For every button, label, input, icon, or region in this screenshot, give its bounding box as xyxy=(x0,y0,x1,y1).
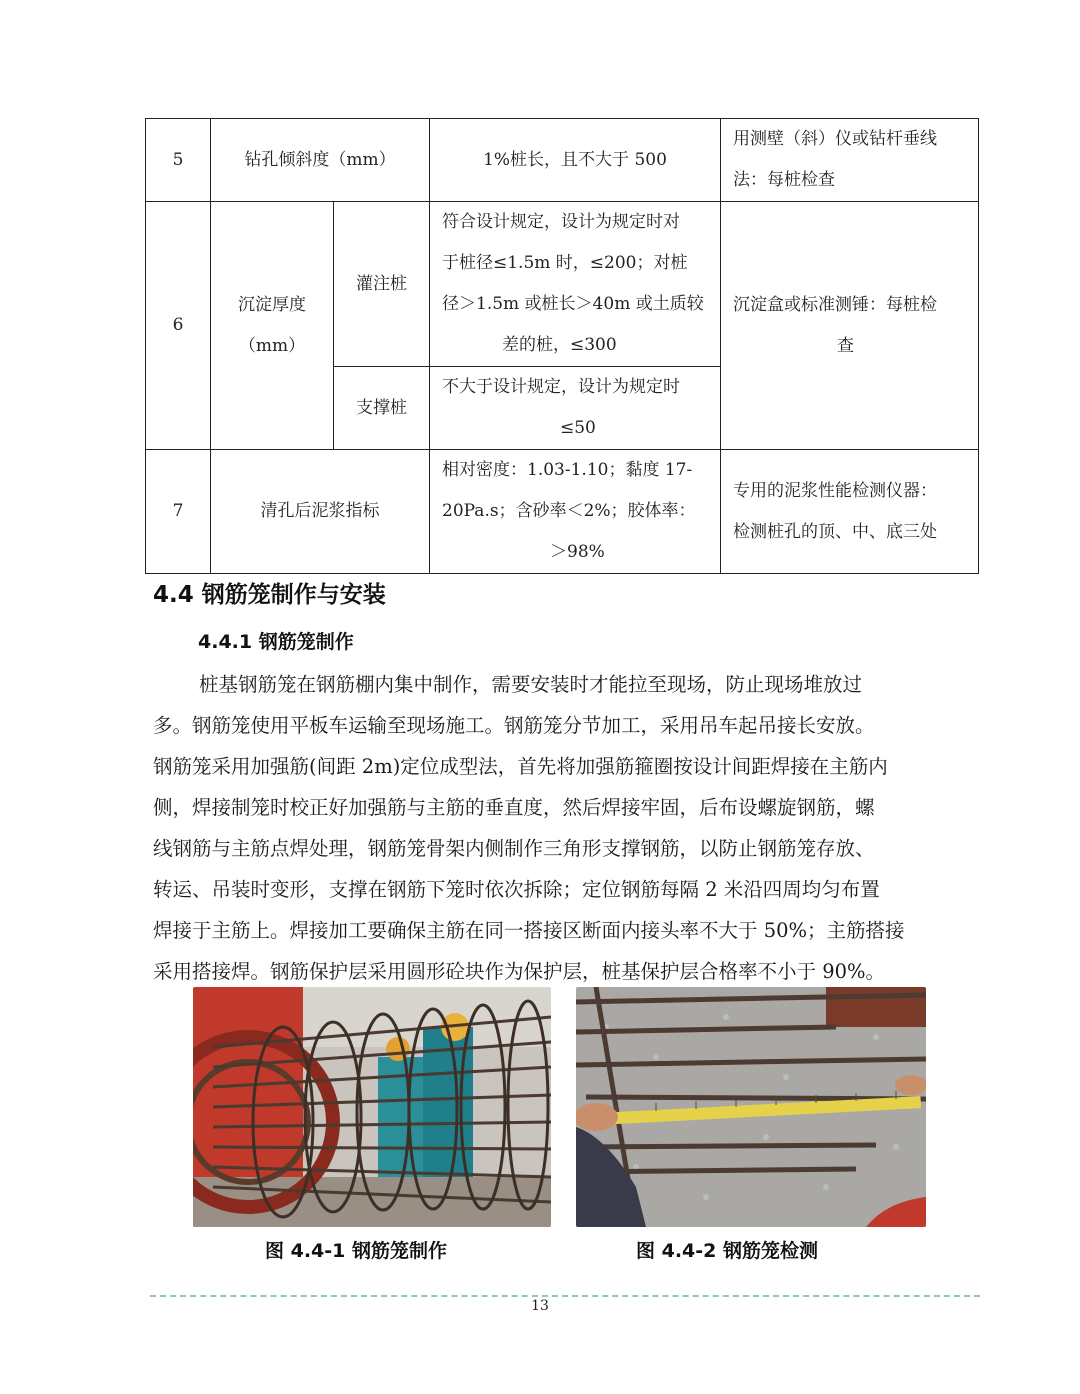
sub-item: 灌注桩 xyxy=(334,202,430,367)
subsection-heading: 4.4.1 钢筋笼制作 xyxy=(198,631,354,653)
table-row xyxy=(146,450,979,574)
paragraph-line: 侧，焊接制笼时校正好加强筋与主筋的垂直度，然后焊接牢固，后布设螺旋钢筋，螺 xyxy=(153,796,875,819)
footer-divider xyxy=(150,1295,980,1297)
check-item: 钻孔倾斜度（mm） xyxy=(211,119,430,202)
check-method: 专用的泥浆性能检测仪器： 检测桩孔的顶、中、底三处 xyxy=(721,450,979,574)
paragraph-line: 多。钢筋笼使用平板车运输至现场施工。钢筋笼分节加工，采用吊车起吊接长安放。 xyxy=(153,714,875,737)
check-method: 用测壁（斜）仪或钻杆垂线 法：每桩检查 xyxy=(721,119,979,202)
check-item: 清孔后泥浆指标 xyxy=(211,450,430,574)
spec-value: 1%桩长，且不大于 500 xyxy=(430,119,721,202)
row-number: 5 xyxy=(146,119,211,202)
spec-value: 符合设计规定，设计为规定时对 于桩径≤1.5m 时，≤200；对桩 径＞1.5m 或桩长＞40m 或土质较 差的桩，≤300 xyxy=(430,202,721,367)
page-number: 13 xyxy=(531,1298,549,1314)
paragraph-line: 钢筋笼采用加强筋(间距 2m)定位成型法，首先将加强筋箍圈按设计间距焊接在主筋内 xyxy=(153,755,888,778)
sub-item: 支撑桩 xyxy=(334,367,430,450)
spec-value: 不大于设计规定，设计为规定时 ≤50 xyxy=(430,367,721,450)
figure-caption: 图 4.4-1 钢筋笼制作 xyxy=(265,1240,447,1262)
figure-caption: 图 4.4-2 钢筋笼检测 xyxy=(636,1240,818,1262)
paragraph-line: 桩基钢筋笼在钢筋棚内集中制作，需要安装时才能拉至现场，防止现场堆放过 xyxy=(199,673,863,696)
table-row xyxy=(146,202,979,367)
body-paragraph xyxy=(153,664,983,992)
rebar-inspection-illustration xyxy=(576,987,926,1227)
spec-value: 相对密度：1.03-1.10；黏度 17- 20Pa.s；含砂率＜2%；胶体率： ＞98% xyxy=(430,450,721,574)
paragraph-line: 线钢筋与主筋点焊处理，钢筋笼骨架内侧制作三角形支撑钢筋，以防止钢筋笼存放、 xyxy=(153,837,875,860)
inspection-table xyxy=(145,118,979,574)
row-number: 7 xyxy=(146,450,211,574)
row-number: 6 xyxy=(146,202,211,450)
paragraph-line: 焊接于主筋上。焊接加工要确保主筋在同一搭接区断面内接头率不大于 50%；主筋搭接 xyxy=(153,919,905,942)
check-method: 沉淀盒或标准测锤：每桩检 查 xyxy=(721,202,979,450)
table-row xyxy=(146,119,979,202)
rebar-cage-fabrication-photo xyxy=(193,987,551,1227)
paragraph-line: 采用搭接焊。钢筋保护层采用圆形砼块作为保护层，桩基保护层合格率不小于 90%。 xyxy=(153,960,886,983)
section-heading: 4.4 钢筋笼制作与安装 xyxy=(153,582,386,608)
rebar-cage-inspection-photo xyxy=(576,987,926,1227)
paragraph-line: 转运、吊装时变形，支撑在钢筋下笼时依次拆除；定位钢筋每隔 2 米沿四周均匀布置 xyxy=(153,878,880,901)
check-item: 沉淀厚度 （mm） xyxy=(211,202,334,450)
rebar-cage-illustration xyxy=(193,987,551,1227)
